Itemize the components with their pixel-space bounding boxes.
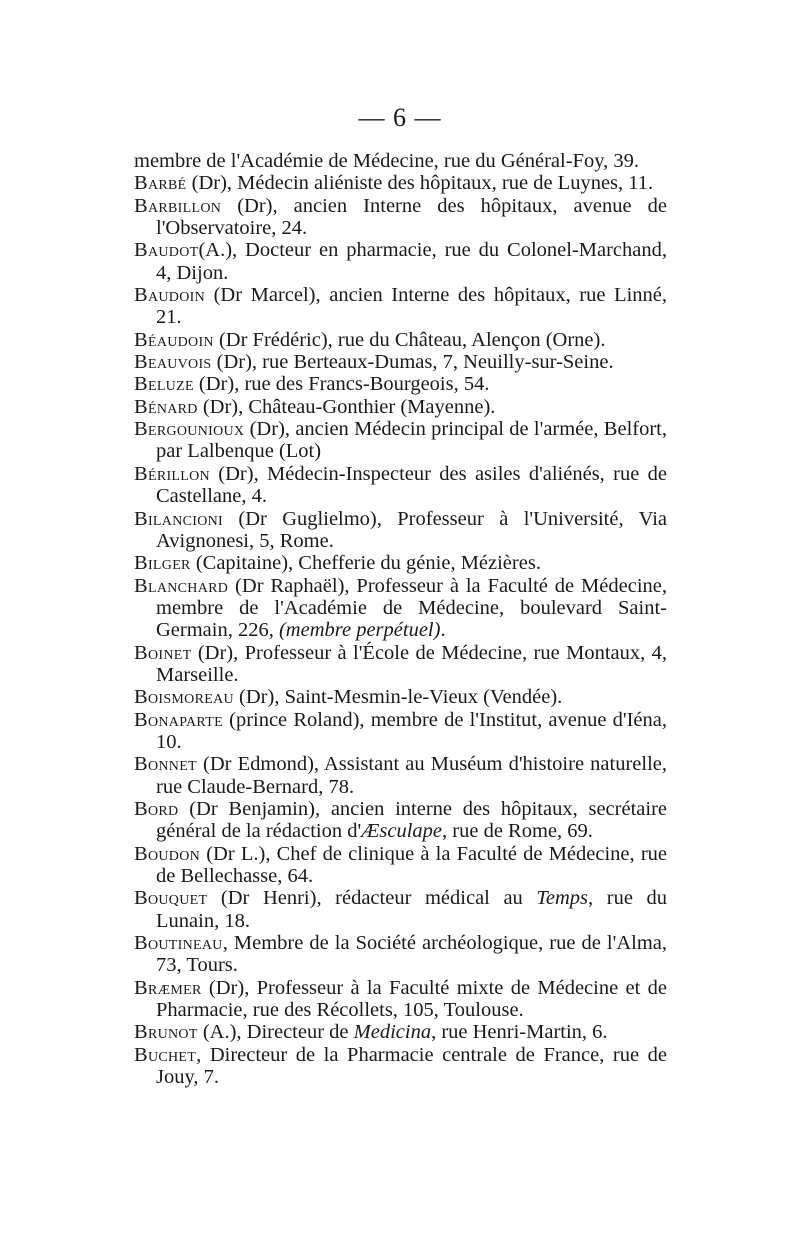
entry-details: (Dr), rue des Francs-Bourgeois, 54. bbox=[193, 373, 490, 396]
entry-surname: Barbillon bbox=[134, 194, 222, 217]
directory-entry bbox=[134, 351, 667, 373]
entry-details: (Dr Frédéric), rue du Château, Alençon (Orne). bbox=[213, 328, 606, 351]
entry-details: (Dr L.), Chef de clinique à la Faculté de Médecine, rue de Bellechasse, 64. bbox=[156, 842, 667, 887]
entry-details: (Dr), Professeur à la Faculté mixte de Médecine et de Pharmacie, rue des Récollets, 105, Toulouse. bbox=[156, 976, 667, 1022]
entry-details: (Dr Benjamin), ancien interne des hôpitaux, secrétaire général de la rédaction d' bbox=[156, 797, 667, 843]
entry-surname: Bouquet bbox=[134, 887, 208, 910]
entry-surname: Brunot bbox=[134, 1021, 198, 1044]
entry-italic: Æsculape bbox=[361, 820, 443, 843]
directory-entry bbox=[134, 1044, 667, 1089]
entry-surname: Beauvois bbox=[134, 351, 212, 374]
entry-surname: Bilger bbox=[134, 552, 191, 575]
entry-details: membre de l'Académie de Médecine, rue du Général-Foy, 39. bbox=[134, 150, 639, 172]
entry-surname: Bérillon bbox=[134, 462, 210, 485]
entry-surname: Boudon bbox=[134, 842, 201, 865]
entry-surname: Boismoreau bbox=[134, 686, 234, 709]
directory-entry bbox=[134, 508, 667, 553]
entry-details: (A.), Docteur en pharmacie, rue du Colonel-Marchand, 4, Dijon. bbox=[156, 239, 667, 284]
entry-surname: Buchet bbox=[134, 1043, 197, 1066]
entry-surname: Bonnet bbox=[134, 753, 197, 776]
directory-entry bbox=[134, 575, 667, 642]
entry-details: (Capitaine), Chefferie du génie, Mézières. bbox=[190, 552, 541, 575]
directory-entry bbox=[134, 150, 667, 172]
directory-entry bbox=[134, 239, 667, 284]
entry-surname: Boinet bbox=[134, 641, 192, 664]
entry-details: (Dr), Médecin-Inspecteur des asiles d'aliénés, rue de Castellane, 4. bbox=[156, 462, 667, 508]
directory-entry bbox=[134, 396, 667, 418]
directory-entry bbox=[134, 843, 667, 888]
page-number: — 6 — bbox=[358, 103, 442, 132]
entry-details-end: , rue du Lunain, 18. bbox=[156, 887, 667, 932]
directory-list bbox=[134, 150, 667, 1088]
entry-surname: Barbé bbox=[134, 172, 187, 195]
directory-entry bbox=[134, 709, 667, 754]
directory-entry bbox=[134, 172, 667, 194]
entry-italic: Medicina bbox=[353, 1021, 432, 1044]
entry-details-end: , rue de Rome, 69. bbox=[442, 820, 593, 843]
directory-entry bbox=[134, 798, 667, 843]
entry-details: (Dr Edmond), Assistant au Muséum d'histoire naturelle, rue Claude-Bernard, 78. bbox=[156, 753, 667, 798]
entry-details: (Dr), ancien Interne des hôpitaux, avenue de l'Observatoire, 24. bbox=[156, 194, 667, 240]
directory-entry bbox=[134, 977, 667, 1022]
entry-details: (Dr Guglielmo), Professeur à l'Université, Via Avignonesi, 5, Rome. bbox=[156, 507, 667, 552]
entry-details: (Dr Henri), rédacteur médical au bbox=[207, 887, 537, 910]
entry-surname: Baudot bbox=[134, 239, 199, 262]
entry-italic: (membre perpétuel) bbox=[278, 619, 441, 642]
entry-italic: Temps bbox=[536, 887, 589, 910]
directory-entry bbox=[134, 195, 667, 240]
entry-details: (Dr), rue Berteaux-Dumas, 7, Neuilly-sur-Seine. bbox=[211, 351, 614, 374]
entry-details: (Dr Marcel), ancien Interne des hôpitaux, rue Linné, 21. bbox=[156, 284, 667, 329]
entry-details: , Directeur de la Pharmacie centrale de France, rue de Jouy, 7. bbox=[156, 1043, 667, 1089]
directory-entry bbox=[134, 753, 667, 798]
directory-entry bbox=[134, 642, 667, 687]
directory-entry bbox=[134, 686, 667, 708]
entry-details: (Dr), ancien Médecin principal de l'armée, Belfort, par Lalbenque (Lot) bbox=[156, 418, 667, 463]
entry-details: (A.), Directeur de bbox=[197, 1021, 354, 1044]
entry-details-end: , rue Henri-Martin, 6. bbox=[431, 1021, 608, 1044]
entry-surname: Béaudoin bbox=[134, 328, 214, 351]
entry-surname: Bonaparte bbox=[134, 708, 223, 731]
directory-entry bbox=[134, 463, 667, 508]
entry-details: (Dr), Professeur à l'École de Médecine, rue Montaux, 4, Marseille. bbox=[156, 641, 667, 686]
entry-details: (Dr), Saint-Mesmin-le-Vieux (Vendée). bbox=[233, 686, 563, 709]
entry-surname: Bræmer bbox=[134, 976, 202, 999]
entry-surname: Bilancioni bbox=[134, 507, 223, 530]
entry-details: , Membre de la Société archéologique, rue de l'Alma, 73, Tours. bbox=[156, 932, 667, 977]
directory-entry bbox=[134, 552, 667, 574]
directory-entry bbox=[134, 284, 667, 329]
entry-details-end: . bbox=[440, 619, 446, 642]
entry-surname: Boutineau bbox=[134, 932, 223, 955]
entry-details: (Dr), Médecin aliéniste des hôpitaux, rue de Luynes, 11. bbox=[186, 172, 654, 195]
directory-entry bbox=[134, 373, 667, 395]
entry-surname: Blanchard bbox=[134, 574, 229, 597]
directory-entry bbox=[134, 329, 667, 351]
directory-entry bbox=[134, 932, 667, 977]
entry-surname: Beluze bbox=[134, 373, 194, 396]
directory-entry bbox=[134, 418, 667, 463]
directory-entry bbox=[134, 887, 667, 932]
entry-surname: Bord bbox=[134, 797, 179, 820]
entry-details: (prince Roland), membre de l'Institut, avenue d'Iéna, 10. bbox=[156, 708, 667, 753]
entry-details: (Dr Raphaël), Professeur à la Faculté de Médecine, membre de l'Académie de Médecine, boulevard Saint-Germain, 226, bbox=[156, 574, 667, 642]
entry-surname: Bergounioux bbox=[134, 418, 245, 441]
entry-surname: Bénard bbox=[134, 395, 198, 418]
directory-entry bbox=[134, 1021, 667, 1043]
entry-surname: Baudoin bbox=[134, 284, 205, 307]
entry-details: (Dr), Château-Gonthier (Mayenne). bbox=[197, 395, 496, 418]
